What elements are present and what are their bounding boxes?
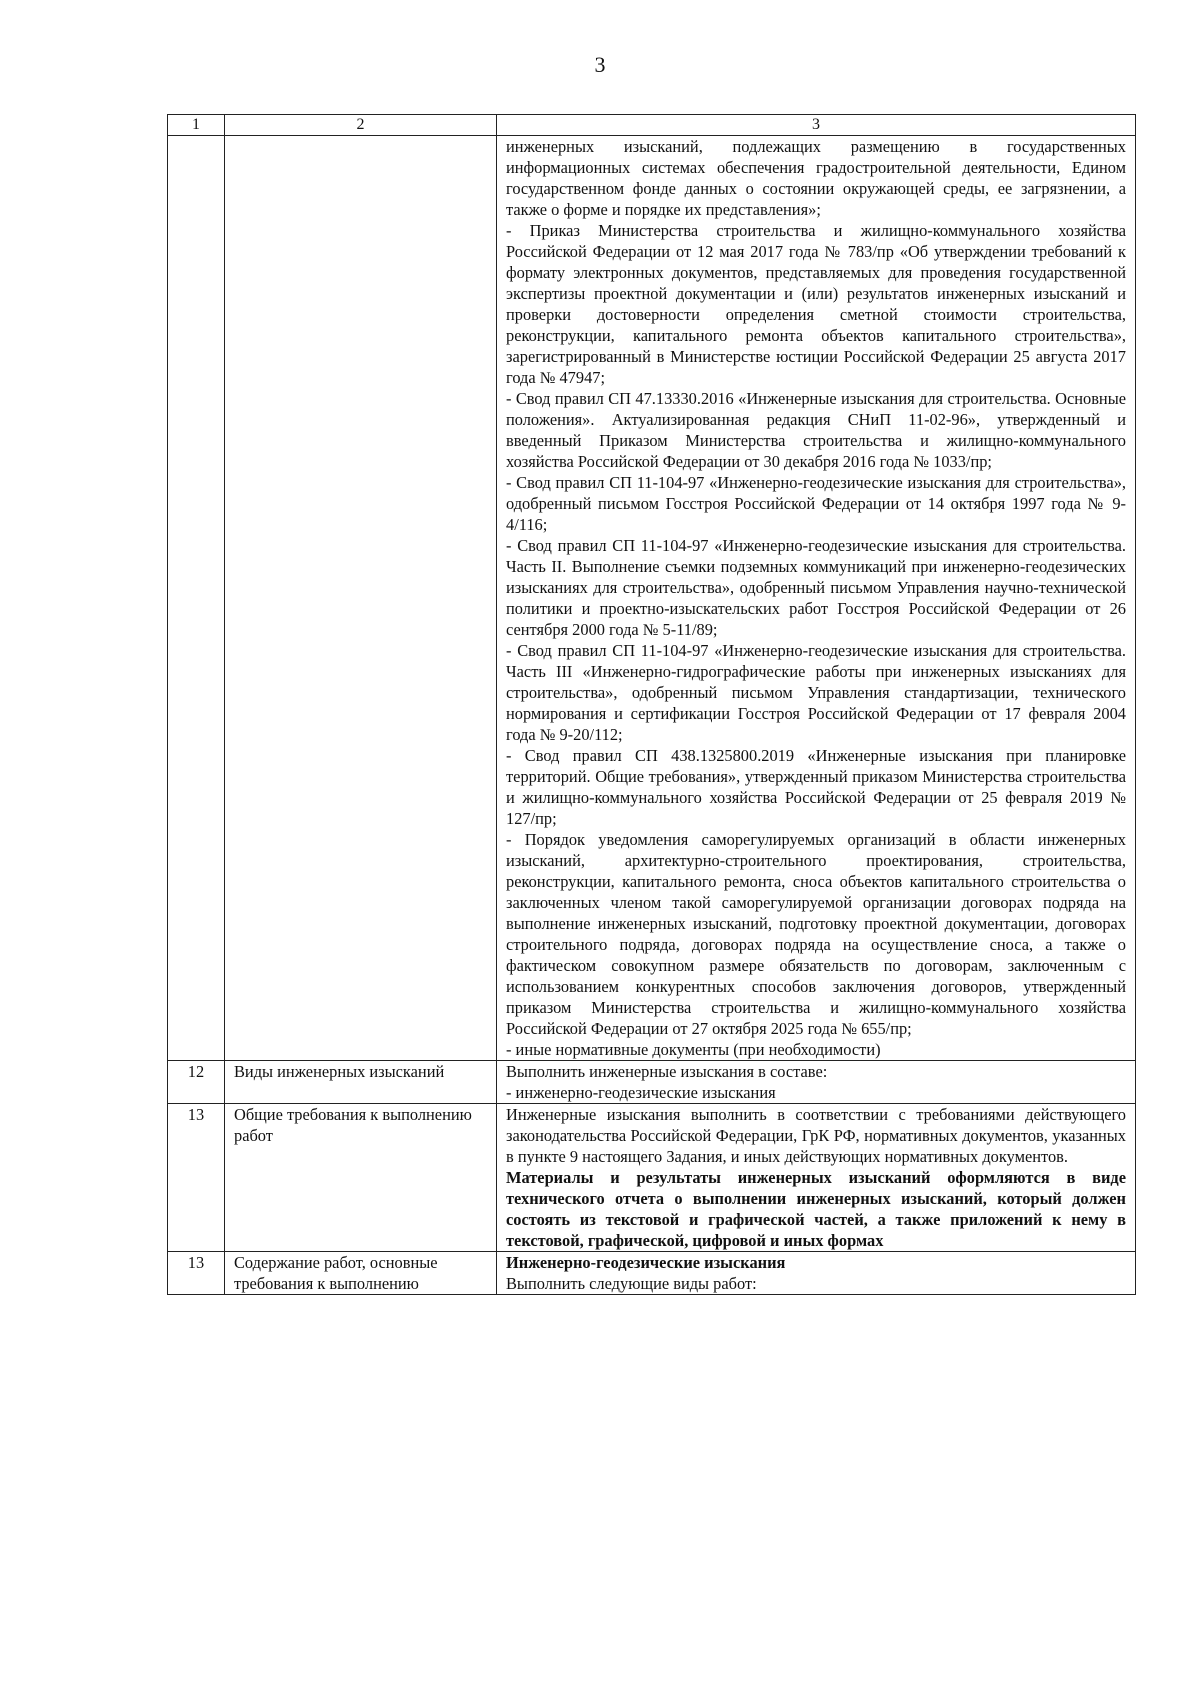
content-paragraph: - Свод правил СП 11-104-97 «Инженерно-геодезические изыскания для строительства. Часть III «Инженерно-гидрографические работы при инженерных изысканиях для строительства», одобренный письмом Управления стандартизации, технического нормирования и сертификации Госстроя Российской Федерации от 17 февраля 2004 года № 9-20/112; xyxy=(506,641,1126,744)
row-title-cell: Содержание работ, основные требования к выполнению xyxy=(225,1252,497,1295)
header-col-1: 1 xyxy=(168,115,225,136)
row-number-cell: 13 xyxy=(168,1252,225,1295)
table-row-13-general xyxy=(168,1104,1136,1252)
row-content-cell xyxy=(497,136,1136,1061)
content-paragraph: - Приказ Министерства строительства и жилищно-коммунального хозяйства Российской Федерации от 12 мая 2017 года № 783/пр «Об утверждении требований к формату электронных документов, представляемых для проведения государственной экспертизы проектной документации и (или) результатов инженерных изысканий и проверки достоверности определения сметной стоимости строительства, реконструкции, капитального ремонта объектов капитального строительства», зарегистрированный в Министерстве юстиции Российской Федерации 25 августа 2017 года № 47947; xyxy=(506,221,1126,387)
content-paragraph: - Свод правил СП 47.13330.2016 «Инженерные изыскания для строительства. Основные положения». Актуализированная редакция СНиП 11-02-96», утвержденный и введенный Приказом Министерства строительства и жилищно-коммунального хозяйства Российской Федерации от 30 декабря 2016 года № 1033/пр; xyxy=(506,389,1126,471)
page-number: 3 xyxy=(594,52,606,77)
table-header-row xyxy=(168,115,1136,136)
table-row-continued xyxy=(168,136,1136,1061)
row-content-cell xyxy=(497,1252,1136,1295)
row-title-cell: Общие требования к выполнению работ xyxy=(225,1104,497,1252)
table-row-13-content xyxy=(168,1252,1136,1295)
content-paragraph: Инженерные изыскания выполнить в соответствии с требованиями действующего законодательства Российской Федерации, ГрК РФ, нормативных документов, указанных в пункте 9 настоящего Задания, и иных действующих нормативных документов. xyxy=(506,1105,1126,1166)
content-paragraph-bold: Материалы и результаты инженерных изысканий оформляются в виде технического отчета о выполнении инженерных изысканий, который должен состоять из текстовой и графической частей, а также приложений к нему в текстовой, графической, цифровой и иных формах xyxy=(506,1168,1126,1250)
content-paragraph: инженерных изысканий, подлежащих размещению в государственных информационных системах обеспечения градостроительной деятельности, Едином государственном фонде данных о состоянии окружающей среды, ее загрязнении, а также о форме и порядке их представления»; xyxy=(506,137,1126,219)
content-paragraph: - Свод правил СП 438.1325800.2019 «Инженерные изыскания при планировке территорий. Общие требования», утвержденный приказом Министерства строительства и жилищно-коммунального хозяйства Российской Федерации от 25 февраля 2019 № 127/пр; xyxy=(506,746,1126,828)
content-paragraph: - Порядок уведомления саморегулируемых организаций в области инженерных изысканий, архитектурно-строительного проектирования, строительства, реконструкции, капитального ремонта, сноса объектов капитального строительства о заключенных членом такой саморегулируемой организации договорах подряда на выполнение инженерных изысканий, подготовку проектной документации, договорах строительного подряда, договорах подряда на осуществление сноса, а также о фактическом совокупном размере обязательств по договорам, заключенным с использованием конкурентных способов заключения договоров, утвержденный приказом Министерства строительства и жилищно-коммунального хозяйства Российской Федерации от 27 октября 2025 года № 655/пр; xyxy=(506,830,1126,1038)
content-paragraph: - Свод правил СП 11-104-97 «Инженерно-геодезические изыскания для строительства. Часть II. Выполнение съемки подземных коммуникаций при инженерно-геодезических изысканиях для строительства», одобренный письмом Управления научно-технической политики и проектно-изыскательских работ Госстроя Российской Федерации от 26 сентября 2000 года № 5-11/89; xyxy=(506,536,1126,639)
requirements-table xyxy=(167,114,1136,1295)
content-line: - инженерно-геодезические изыскания xyxy=(506,1083,776,1102)
content-line: Выполнить следующие виды работ: xyxy=(506,1274,757,1293)
table-row-12 xyxy=(168,1061,1136,1104)
row-number-cell: 13 xyxy=(168,1104,225,1252)
content-line-bold: Инженерно-геодезические изыскания xyxy=(506,1253,786,1272)
content-line: Выполнить инженерные изыскания в составе: xyxy=(506,1062,828,1081)
row-number-cell: 12 xyxy=(168,1061,225,1104)
row-number-cell xyxy=(168,136,225,1061)
content-paragraph: - Свод правил СП 11-104-97 «Инженерно-геодезические изыскания для строительства», одобренный письмом Госстроя Российской Федерации от 14 октября 1997 года № 9-4/116; xyxy=(506,473,1126,534)
row-title-cell: Виды инженерных изысканий xyxy=(225,1061,497,1104)
row-content-cell xyxy=(497,1104,1136,1252)
row-content-cell xyxy=(497,1061,1136,1104)
header-col-3: 3 xyxy=(497,115,1136,136)
header-col-2: 2 xyxy=(225,115,497,136)
content-paragraph: - иные нормативные документы (при необходимости) xyxy=(506,1040,881,1059)
row-title-cell xyxy=(225,136,497,1061)
